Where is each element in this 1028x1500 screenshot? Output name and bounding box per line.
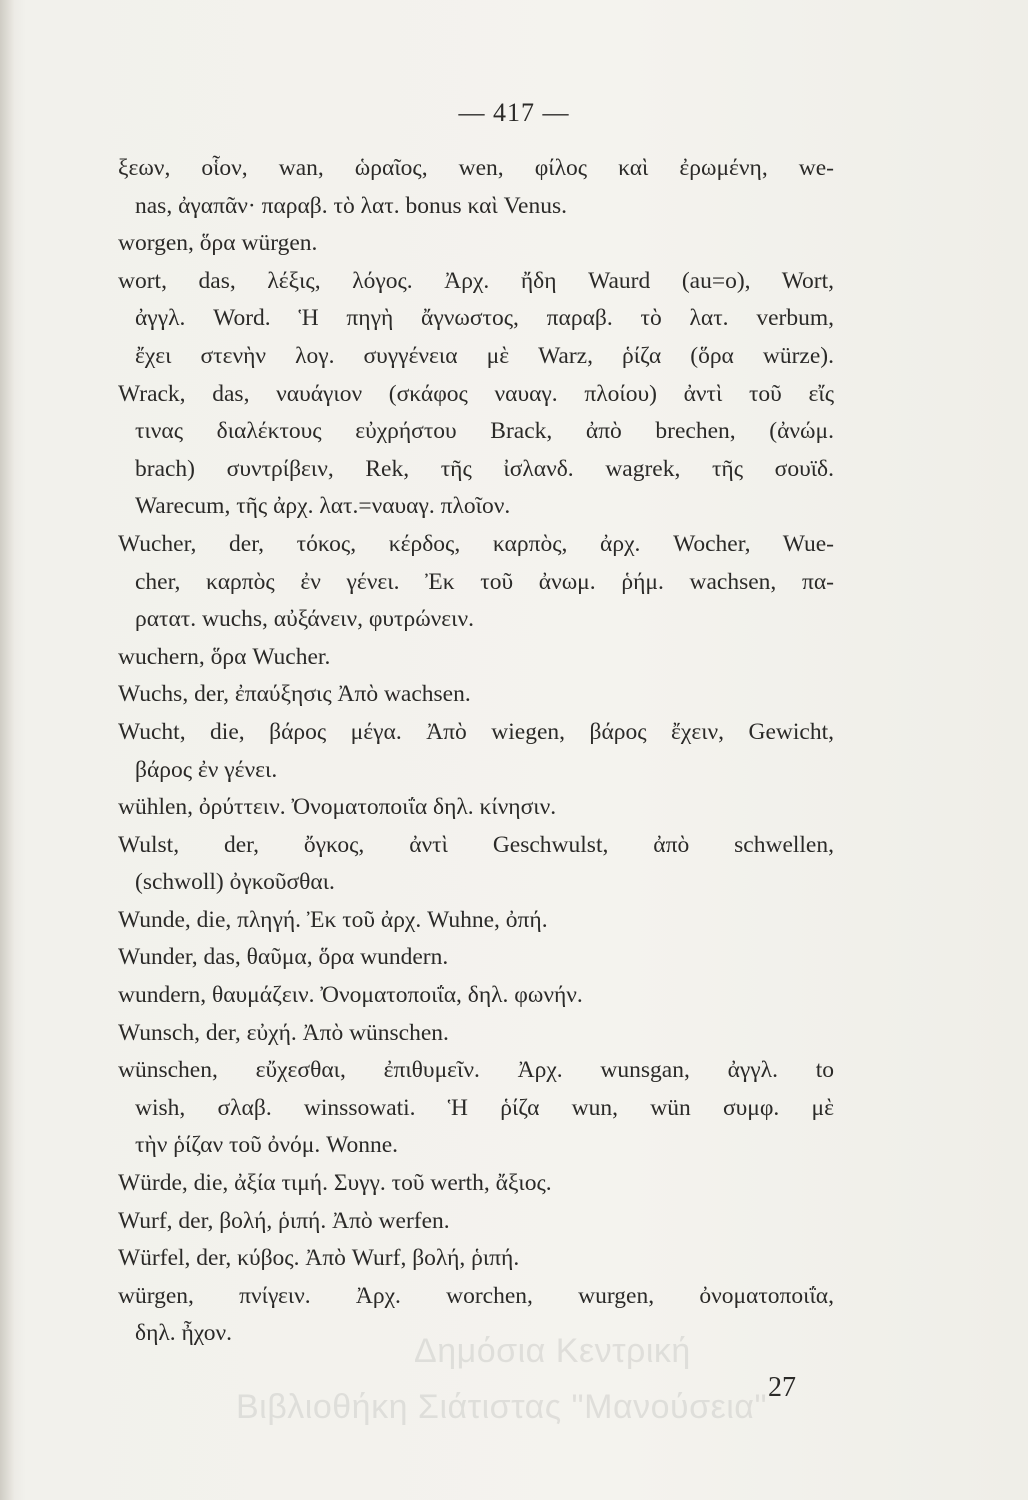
- text-line: Wurf, der, βολή, ῥιπή. Ἀπὸ werfen.: [118, 1207, 450, 1234]
- text-line: ρατατ. wuchs, αὐξάνειν, φυτρώνειν.: [135, 606, 474, 633]
- page-number: — 417 —: [458, 98, 570, 127]
- text-line: Wuchs, der, ἐπαύξησις Ἀπὸ wachsen.: [118, 681, 471, 708]
- text-line: δηλ. ἦχον.: [135, 1320, 232, 1347]
- text-line: worgen, ὅρα würgen.: [118, 230, 318, 257]
- page-edge-shadow: [0, 0, 14, 1500]
- text-line: wühlen, ὀρύττειν. Ὀνοματοποιΐα δηλ. κίνησιν.: [118, 794, 557, 821]
- text-line: ἀγγλ. Word. Ἡ πηγὴ ἄγνωστος, παραβ. τὸ λατ. verbum,: [135, 305, 834, 332]
- text-line: βάρος ἐν γένει.: [135, 756, 278, 783]
- text-line: ξεων, οἷον, wan, ὡραῖος, wen, φίλος καὶ ἐρωμένη, we-: [118, 155, 834, 181]
- text-line: Wunsch, der, εὐχή. Ἀπὸ wünschen.: [118, 1019, 449, 1046]
- text-line: Wucht, die, βάρος μέγα. Ἀπὸ wiegen, βάρος ἔχειν, Gewicht,: [118, 718, 834, 745]
- text-line: (schwoll) ὀγκοῦσθαι.: [135, 869, 335, 896]
- text-line: Wrack, das, ναυάγιον (σκάφος ναυαγ. πλοίου) ἀντὶ τοῦ εἴς: [118, 380, 834, 407]
- text-line: wundern, θαυμάζειν. Ὀνοματοποιΐα, δηλ. φωνήν.: [118, 982, 583, 1009]
- text-line: würgen, πνίγειν. Ἀρχ. worchen, wurgen, ὀνοματοποιΐα,: [118, 1282, 834, 1309]
- text-line: Wunder, das, θαῦμα, ὅρα wundern.: [118, 944, 449, 971]
- text-line: Wulst, der, ὄγκος, ἀντὶ Geschwulst, ἀπὸ schwellen,: [118, 831, 834, 858]
- text-line: brach) συντρίβειν, Rek, τῆς ἰσλανδ. wagrek, τῆς σουϊδ.: [135, 455, 834, 482]
- watermark-line-2: Βιβλιοθήκη Σιάτιστας "Μανούσεια": [236, 1388, 768, 1426]
- dictionary-text: [118, 150, 834, 1353]
- text-line: wish, σλαβ. winssowati. Ἡ ῥίζα wun, wün συμφ. μὲ: [135, 1094, 834, 1121]
- watermark-line-1: Δημόσια Κεντρική: [414, 1332, 691, 1370]
- text-line: nas, ἀγαπᾶν· παραβ. τὸ λατ. bonus καὶ Venus.: [135, 192, 567, 219]
- text-line: cher, καρπὸς ἐν γένει. Ἐκ τοῦ ἀνωμ. ῥήμ. wachsen, πα-: [135, 568, 834, 595]
- text-line: Warecum, τῆς ἀρχ. λατ.=ναυαγ. πλοῖον.: [135, 493, 511, 520]
- text-line: ἔχει στενὴν λογ. συγγένεια μὲ Warz, ῥίζα (ὅρα würze).: [135, 342, 834, 369]
- text-line: τὴν ῥίζαν τοῦ ὀνόμ. Wonne.: [135, 1132, 399, 1159]
- text-line: wünschen, εὔχεσθαι, ἐπιθυμεῖν. Ἀρχ. wunsgan, ἀγγλ. to: [118, 1057, 834, 1084]
- text-line: Wunde, die, πληγή. Ἐκ τοῦ ἀρχ. Wuhne, ὀπή.: [118, 906, 548, 933]
- text-line: Würfel, der, κύβος. Ἀπὸ Wurf, βολή, ῥιπή.: [118, 1245, 520, 1272]
- signature-mark: 27: [768, 1372, 796, 1403]
- text-line: wuchern, ὅρα Wucher.: [118, 643, 331, 670]
- text-line: τινας διαλέκτους εὐχρήστου Brack, ἀπὸ brechen, (ἀνώμ.: [135, 418, 834, 445]
- text-line: Wucher, der, τόκος, κέρδος, καρπὸς, ἀρχ. Wocher, Wue-: [118, 530, 834, 557]
- text-line: Würde, die, ἀξία τιμή. Συγγ. τοῦ werth, ἄξιος.: [118, 1170, 552, 1197]
- text-line: wort, das, λέξις, λόγος. Ἀρχ. ἤδη Waurd (au=o), Wort,: [118, 267, 834, 294]
